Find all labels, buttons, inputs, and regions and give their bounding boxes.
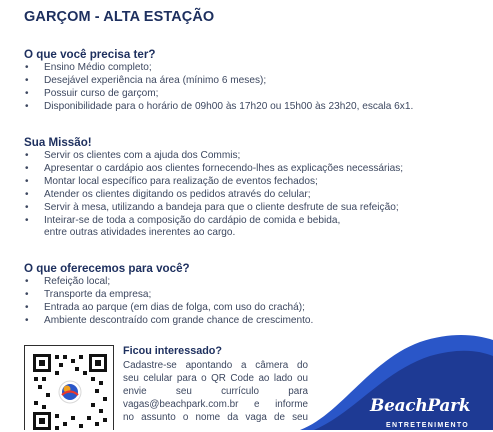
list-item: • Entrada ao parque (em dias de folga, com uso do crachá); <box>24 302 484 315</box>
requirements-section <box>24 48 484 114</box>
interest-heading: Ficou interessado? <box>123 345 222 357</box>
job-title: GARÇOM - ALTA ESTAÇÃO <box>24 9 215 25</box>
qr-code[interactable] <box>24 345 114 430</box>
interest-line: Cadastre-se apontando a câmera do <box>123 360 308 371</box>
list-item: • Servir à mesa, utilizando a bandeja para que o cliente desfrute de sua refeição; <box>24 202 484 215</box>
list-item: • Ensino Médio completo; <box>24 62 484 75</box>
benefits-heading: O que oferecemos para você? <box>24 262 190 275</box>
mission-heading: Sua Missão! <box>24 136 92 149</box>
mission-section <box>24 136 484 240</box>
list-item: • Inteirar-se de toda a composição do cardápio de comida e bebida, <box>24 215 484 228</box>
list-item: • Transporte da empresa; <box>24 289 484 302</box>
beachpark-logo: BeachPark <box>370 396 471 416</box>
list-item: • Refeição local; <box>24 276 484 289</box>
list-item: • Apresentar o cardápio aos clientes fornecendo-lhes as explicações necessárias; <box>24 163 484 176</box>
list-item-continuation: entre outras atividades inerentes ao cargo. <box>44 227 236 239</box>
interest-line: no assunto o nome da vaga de seu <box>123 412 308 423</box>
benefits-section <box>24 262 484 328</box>
list-item: • Ambiente descontraído com grande chance de crescimento. <box>24 315 484 328</box>
interest-email[interactable]: vagas@beachpark.com.br e informe <box>123 399 308 410</box>
list-item: • Atender os clientes digitando os pedidos através do celular; <box>24 189 484 202</box>
list-item: • Servir os clientes com a ajuda dos Commis; <box>24 150 484 163</box>
interest-line: envie seu currículo para <box>123 386 308 397</box>
list-item: • Desejável experiência na área (mínimo 6 meses); <box>24 75 484 88</box>
list-item: • Montar local específico para realização de eventos fechados; <box>24 176 484 189</box>
list-item: • Disponibilidade para o horário de 09h00 às 17h20 ou 15h00 às 23h20, escala 6x1. <box>24 101 484 114</box>
list-item: • Possuir curso de garçom; <box>24 88 484 101</box>
qr-code-icon <box>31 352 109 432</box>
requirements-heading: O que você precisa ter? <box>24 48 156 61</box>
interest-line: seu celular para o QR Code ao lado ou <box>123 373 308 384</box>
interest-block <box>123 345 308 424</box>
beachpark-tagline: ENTRETENIMENTO <box>386 422 470 429</box>
